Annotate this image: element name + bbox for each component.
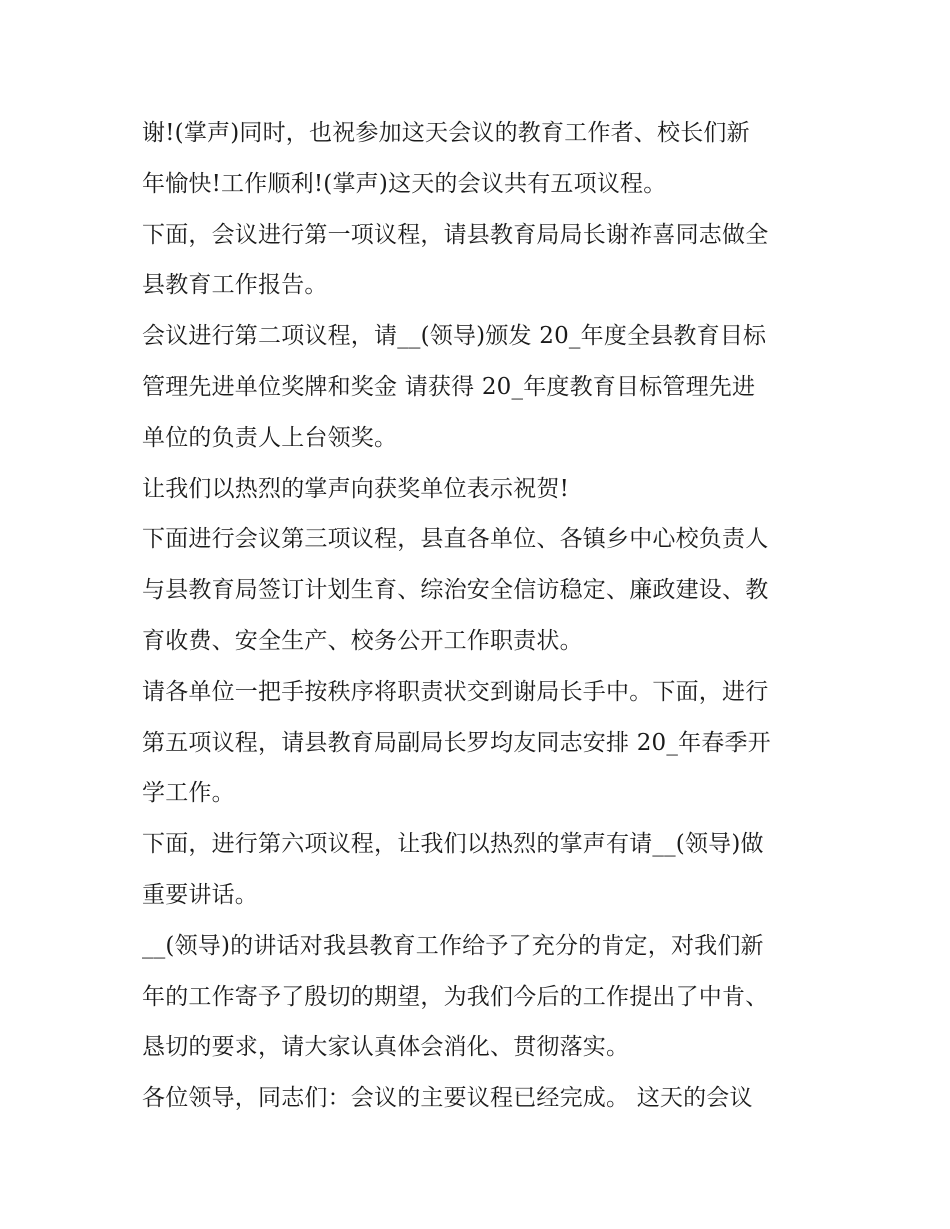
text-line: 下面，会议进行第一项议程，请县教育局局长谢祚喜同志做全 bbox=[142, 221, 769, 248]
text-line: 单位的负责人上台领奖。 bbox=[142, 424, 398, 451]
text-line: 下面进行会议第三项议程，县直各单位、各镇乡中心校负责人 bbox=[142, 526, 769, 553]
text-line: 与县教育局签订计划生育、综治安全信访稳定、廉政建设、教 bbox=[142, 577, 769, 604]
text-line: 谢!(掌声)同时，也祝参加这天会议的教育工作者、校长们新 bbox=[142, 120, 750, 146]
text-line: 请各单位一把手按秩序将职责状交到谢局长手中。下面，进行 bbox=[142, 678, 769, 705]
text-line: 县教育工作报告。 bbox=[142, 272, 328, 299]
text-line: 重要讲话。 bbox=[142, 881, 258, 908]
text-line: __(领导)的讲话对我县教育工作给予了充分的肯定，对我们新 bbox=[142, 932, 764, 959]
text-line: 下面，进行第六项议程，让我们以热烈的掌声有请__(领导)做 bbox=[142, 831, 764, 858]
text-line: 年愉快!工作顺利!(掌声)这天的会议共有五项议程。 bbox=[142, 170, 667, 197]
text-line: 会议进行第二项议程，请__(领导)颁发 20_年度全县教育目标 bbox=[142, 323, 767, 350]
text-line: 育收费、安全生产、校务公开工作职责状。 bbox=[142, 627, 583, 654]
text-line: 学工作。 bbox=[142, 780, 235, 807]
text-line: 年的工作寄予了殷切的期望，为我们今后的工作提出了中肯、 bbox=[142, 983, 769, 1010]
document-body bbox=[142, 108, 822, 1124]
text-line: 让我们以热烈的掌声向获奖单位表示祝贺! bbox=[142, 475, 570, 502]
text-line: 各位领导，同志们：会议的主要议程已经完成。 这天的会议 bbox=[142, 1085, 753, 1112]
text-line: 管理先进单位奖牌和奖金 请获得 20_年度教育目标管理先进 bbox=[142, 373, 756, 400]
text-line: 第五项议程，请县教育局副局长罗均友同志安排 20_年春季开 bbox=[142, 729, 771, 756]
text-line: 恳切的要求，请大家认真体会消化、贯彻落实。 bbox=[142, 1034, 630, 1061]
